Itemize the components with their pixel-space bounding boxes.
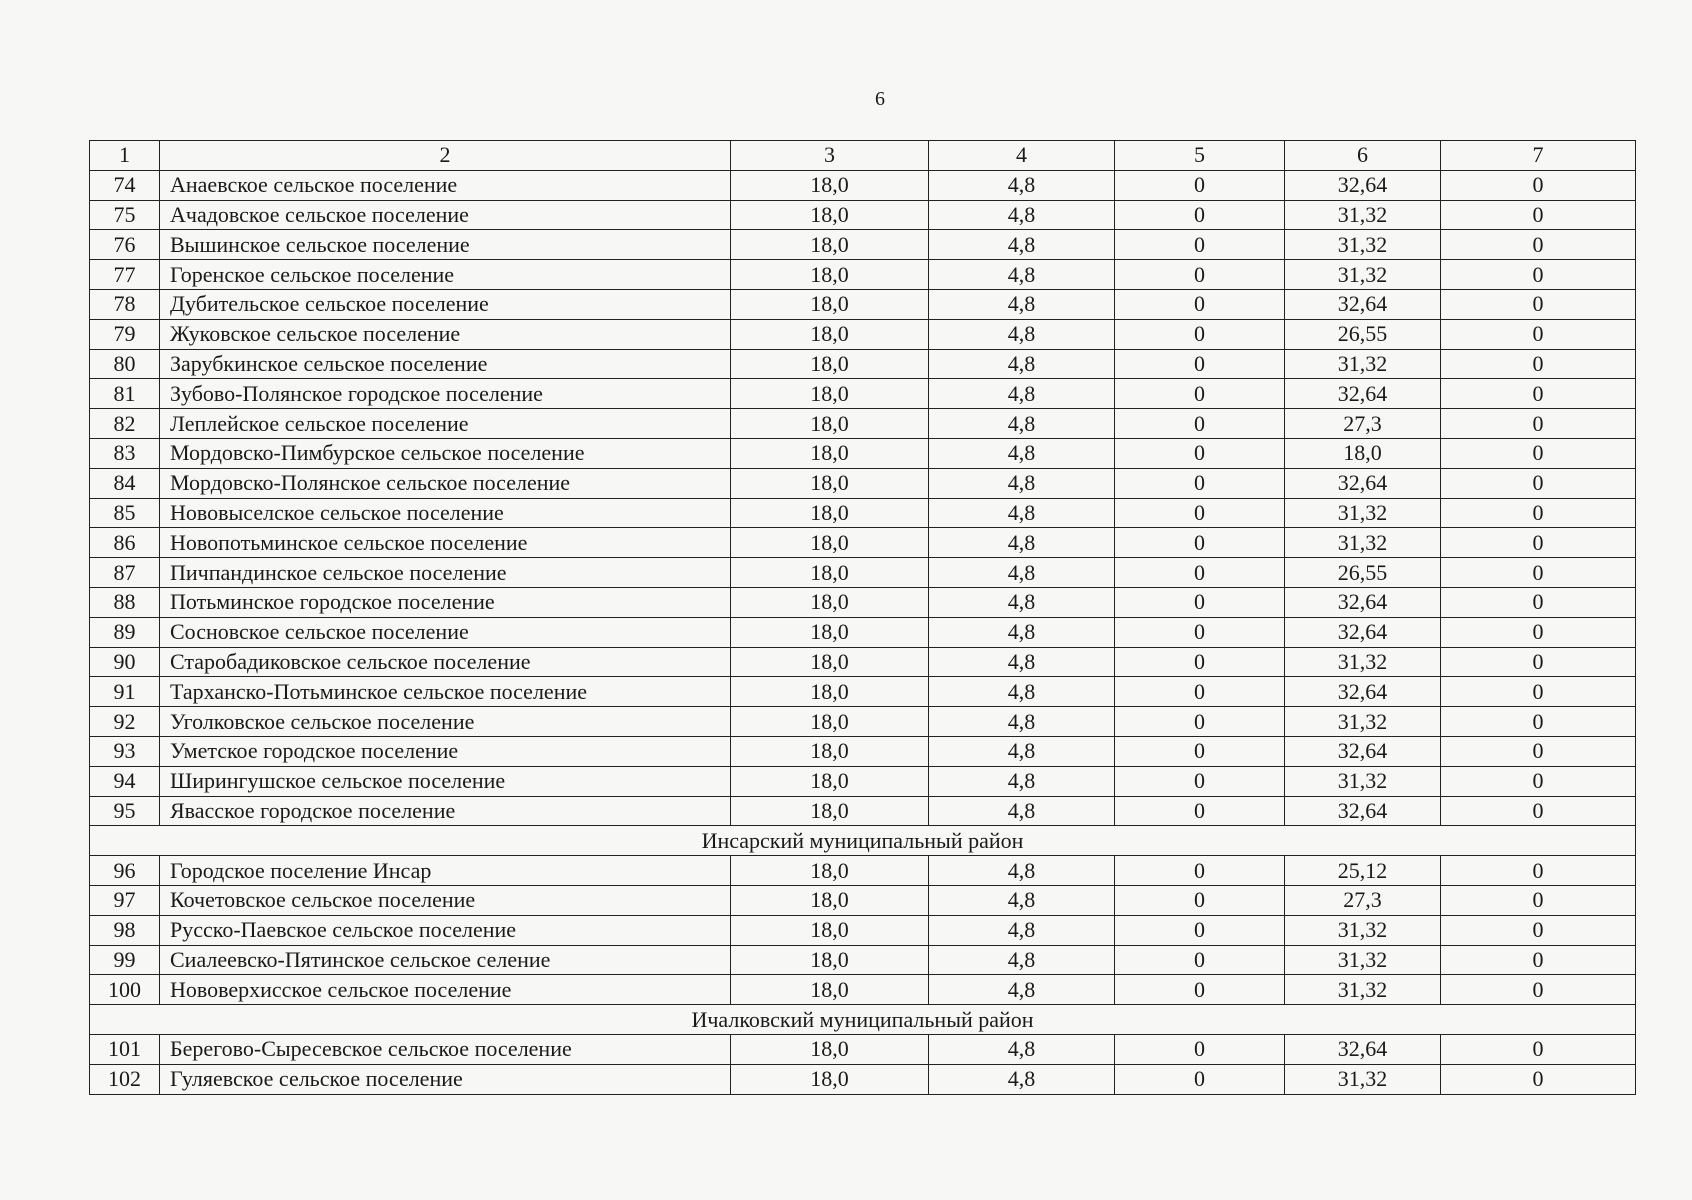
col5-value-cell: 0 [1115, 289, 1285, 319]
section-header-row [90, 826, 1636, 856]
table-row [90, 558, 1636, 588]
col7-value-cell: 0 [1441, 736, 1636, 766]
col3-value-cell: 18,0 [731, 349, 929, 379]
table-row [90, 587, 1636, 617]
col4-value-cell: 4,8 [929, 468, 1115, 498]
header-cell: 4 [929, 141, 1115, 171]
table-row [90, 766, 1636, 796]
row-number-cell: 90 [90, 647, 160, 677]
row-number-cell: 94 [90, 766, 160, 796]
settlement-name-cell: Сосновское сельское поселение [160, 617, 731, 647]
col4-value-cell: 4,8 [929, 856, 1115, 886]
table-row [90, 1034, 1636, 1064]
col5-value-cell: 0 [1115, 677, 1285, 707]
col6-value-cell: 31,32 [1285, 915, 1441, 945]
row-number-cell: 96 [90, 856, 160, 886]
table-row [90, 170, 1636, 200]
row-number-cell: 95 [90, 796, 160, 826]
col7-value-cell: 0 [1441, 796, 1636, 826]
settlement-name-cell: Уметское городское поселение [160, 736, 731, 766]
col4-value-cell: 4,8 [929, 289, 1115, 319]
col5-value-cell: 0 [1115, 1034, 1285, 1064]
row-number-cell: 77 [90, 260, 160, 290]
col6-value-cell: 31,32 [1285, 498, 1441, 528]
col4-value-cell: 4,8 [929, 200, 1115, 230]
table-row [90, 1064, 1636, 1094]
col3-value-cell: 18,0 [731, 319, 929, 349]
col6-value-cell: 26,55 [1285, 319, 1441, 349]
row-number-cell: 78 [90, 289, 160, 319]
col6-value-cell: 31,32 [1285, 945, 1441, 975]
section-title: Ичалковский муниципальный район [90, 1005, 1636, 1035]
settlement-name-cell: Потьминское городское поселение [160, 587, 731, 617]
col3-value-cell: 18,0 [731, 766, 929, 796]
table-row [90, 230, 1636, 260]
table-row [90, 200, 1636, 230]
table-row [90, 677, 1636, 707]
settlement-name-cell: Русско-Паевское сельское поселение [160, 915, 731, 945]
col6-value-cell: 31,32 [1285, 260, 1441, 290]
col3-value-cell: 18,0 [731, 498, 929, 528]
col5-value-cell: 0 [1115, 409, 1285, 439]
settlement-name-cell: Вышинское сельское поселение [160, 230, 731, 260]
col4-value-cell: 4,8 [929, 409, 1115, 439]
col4-value-cell: 4,8 [929, 1034, 1115, 1064]
row-number-cell: 93 [90, 736, 160, 766]
settlement-name-cell: Ширингушское сельское поселение [160, 766, 731, 796]
col5-value-cell: 0 [1115, 558, 1285, 588]
col4-value-cell: 4,8 [929, 498, 1115, 528]
col7-value-cell: 0 [1441, 975, 1636, 1005]
col5-value-cell: 0 [1115, 1064, 1285, 1094]
col4-value-cell: 4,8 [929, 260, 1115, 290]
settlement-name-cell: Тарханско-Потьминское сельское поселение [160, 677, 731, 707]
table-row [90, 319, 1636, 349]
col7-value-cell: 0 [1441, 587, 1636, 617]
col4-value-cell: 4,8 [929, 975, 1115, 1005]
col6-value-cell: 25,12 [1285, 856, 1441, 886]
header-row [90, 141, 1636, 171]
settlement-name-cell: Дубительское сельское поселение [160, 289, 731, 319]
col5-value-cell: 0 [1115, 260, 1285, 290]
col6-value-cell: 31,32 [1285, 975, 1441, 1005]
row-number-cell: 82 [90, 409, 160, 439]
col5-value-cell: 0 [1115, 379, 1285, 409]
row-number-cell: 86 [90, 528, 160, 558]
col4-value-cell: 4,8 [929, 379, 1115, 409]
col5-value-cell: 0 [1115, 528, 1285, 558]
table-row [90, 468, 1636, 498]
row-number-cell: 87 [90, 558, 160, 588]
col3-value-cell: 18,0 [731, 617, 929, 647]
row-number-cell: 81 [90, 379, 160, 409]
row-number-cell: 88 [90, 587, 160, 617]
settlement-name-cell: Уголковское сельское поселение [160, 707, 731, 737]
col3-value-cell: 18,0 [731, 1064, 929, 1094]
table-row [90, 707, 1636, 737]
row-number-cell: 79 [90, 319, 160, 349]
row-number-cell: 91 [90, 677, 160, 707]
col5-value-cell: 0 [1115, 736, 1285, 766]
row-number-cell: 99 [90, 945, 160, 975]
col6-value-cell: 31,32 [1285, 200, 1441, 230]
row-number-cell: 89 [90, 617, 160, 647]
col4-value-cell: 4,8 [929, 170, 1115, 200]
col5-value-cell: 0 [1115, 856, 1285, 886]
table-row [90, 260, 1636, 290]
header-cell: 2 [160, 141, 731, 171]
table-body [90, 141, 1636, 1095]
col3-value-cell: 18,0 [731, 945, 929, 975]
settlement-name-cell: Гуляевское сельское поселение [160, 1064, 731, 1094]
row-number-cell: 80 [90, 349, 160, 379]
settlement-name-cell: Мордовско-Пимбурское сельское поселение [160, 438, 731, 468]
section-header-row [90, 1005, 1636, 1035]
page-number: 6 [875, 88, 885, 110]
col6-value-cell: 31,32 [1285, 1064, 1441, 1094]
settlement-name-cell: Городское поселение Инсар [160, 856, 731, 886]
col5-value-cell: 0 [1115, 975, 1285, 1005]
col6-value-cell: 31,32 [1285, 766, 1441, 796]
header-cell: 3 [731, 141, 929, 171]
col7-value-cell: 0 [1441, 558, 1636, 588]
col3-value-cell: 18,0 [731, 736, 929, 766]
col5-value-cell: 0 [1115, 915, 1285, 945]
table-row [90, 856, 1636, 886]
col5-value-cell: 0 [1115, 945, 1285, 975]
col7-value-cell: 0 [1441, 498, 1636, 528]
col6-value-cell: 26,55 [1285, 558, 1441, 588]
header-cell: 7 [1441, 141, 1636, 171]
row-number-cell: 85 [90, 498, 160, 528]
col7-value-cell: 0 [1441, 856, 1636, 886]
col4-value-cell: 4,8 [929, 736, 1115, 766]
settlement-name-cell: Берегово-Сыресевское сельское поселение [160, 1034, 731, 1064]
col6-value-cell: 27,3 [1285, 409, 1441, 439]
row-number-cell: 75 [90, 200, 160, 230]
settlement-name-cell: Ачадовское сельское поселение [160, 200, 731, 230]
col6-value-cell: 32,64 [1285, 796, 1441, 826]
col5-value-cell: 0 [1115, 766, 1285, 796]
row-number-cell: 76 [90, 230, 160, 260]
col3-value-cell: 18,0 [731, 289, 929, 319]
col5-value-cell: 0 [1115, 498, 1285, 528]
col7-value-cell: 0 [1441, 528, 1636, 558]
col7-value-cell: 0 [1441, 319, 1636, 349]
col3-value-cell: 18,0 [731, 975, 929, 1005]
settlement-name-cell: Явасское городское поселение [160, 796, 731, 826]
col7-value-cell: 0 [1441, 200, 1636, 230]
row-number-cell: 98 [90, 915, 160, 945]
col3-value-cell: 18,0 [731, 438, 929, 468]
table-row [90, 289, 1636, 319]
col4-value-cell: 4,8 [929, 677, 1115, 707]
col7-value-cell: 0 [1441, 945, 1636, 975]
col7-value-cell: 0 [1441, 170, 1636, 200]
col4-value-cell: 4,8 [929, 230, 1115, 260]
table-row [90, 528, 1636, 558]
table-row [90, 915, 1636, 945]
settlement-name-cell: Зарубкинское сельское поселение [160, 349, 731, 379]
row-number-cell: 84 [90, 468, 160, 498]
col7-value-cell: 0 [1441, 617, 1636, 647]
col5-value-cell: 0 [1115, 438, 1285, 468]
col7-value-cell: 0 [1441, 409, 1636, 439]
col6-value-cell: 18,0 [1285, 438, 1441, 468]
col4-value-cell: 4,8 [929, 319, 1115, 349]
col5-value-cell: 0 [1115, 200, 1285, 230]
col4-value-cell: 4,8 [929, 945, 1115, 975]
col4-value-cell: 4,8 [929, 796, 1115, 826]
table-row [90, 736, 1636, 766]
col6-value-cell: 31,32 [1285, 349, 1441, 379]
col4-value-cell: 4,8 [929, 707, 1115, 737]
col7-value-cell: 0 [1441, 647, 1636, 677]
table-row [90, 379, 1636, 409]
header-cell: 5 [1115, 141, 1285, 171]
col4-value-cell: 4,8 [929, 915, 1115, 945]
table-row [90, 438, 1636, 468]
row-number-cell: 102 [90, 1064, 160, 1094]
row-number-cell: 100 [90, 975, 160, 1005]
col3-value-cell: 18,0 [731, 260, 929, 290]
settlement-name-cell: Анаевское сельское поселение [160, 170, 731, 200]
row-number-cell: 83 [90, 438, 160, 468]
data-table [89, 140, 1636, 1095]
col3-value-cell: 18,0 [731, 856, 929, 886]
table-row [90, 647, 1636, 677]
table-row [90, 975, 1636, 1005]
table-row [90, 945, 1636, 975]
col5-value-cell: 0 [1115, 885, 1285, 915]
col7-value-cell: 0 [1441, 379, 1636, 409]
col4-value-cell: 4,8 [929, 885, 1115, 915]
col5-value-cell: 0 [1115, 617, 1285, 647]
col5-value-cell: 0 [1115, 170, 1285, 200]
settlement-name-cell: Мордовско-Полянское сельское поселение [160, 468, 731, 498]
col5-value-cell: 0 [1115, 319, 1285, 349]
col6-value-cell: 31,32 [1285, 647, 1441, 677]
row-number-cell: 92 [90, 707, 160, 737]
col3-value-cell: 18,0 [731, 587, 929, 617]
settlement-name-cell: Нововерхисское сельское поселение [160, 975, 731, 1005]
col7-value-cell: 0 [1441, 260, 1636, 290]
col7-value-cell: 0 [1441, 289, 1636, 319]
col3-value-cell: 18,0 [731, 230, 929, 260]
row-number-cell: 74 [90, 170, 160, 200]
col3-value-cell: 18,0 [731, 677, 929, 707]
col6-value-cell: 32,64 [1285, 617, 1441, 647]
col6-value-cell: 27,3 [1285, 885, 1441, 915]
col3-value-cell: 18,0 [731, 409, 929, 439]
col3-value-cell: 18,0 [731, 885, 929, 915]
table-row [90, 409, 1636, 439]
col7-value-cell: 0 [1441, 230, 1636, 260]
col7-value-cell: 0 [1441, 915, 1636, 945]
col3-value-cell: 18,0 [731, 528, 929, 558]
col4-value-cell: 4,8 [929, 558, 1115, 588]
col7-value-cell: 0 [1441, 677, 1636, 707]
col6-value-cell: 31,32 [1285, 707, 1441, 737]
col6-value-cell: 32,64 [1285, 677, 1441, 707]
col6-value-cell: 32,64 [1285, 468, 1441, 498]
col3-value-cell: 18,0 [731, 707, 929, 737]
section-title: Инсарский муниципальный район [90, 826, 1636, 856]
col6-value-cell: 32,64 [1285, 289, 1441, 319]
col5-value-cell: 0 [1115, 796, 1285, 826]
col7-value-cell: 0 [1441, 766, 1636, 796]
table-row [90, 349, 1636, 379]
col7-value-cell: 0 [1441, 707, 1636, 737]
header-cell: 6 [1285, 141, 1441, 171]
col4-value-cell: 4,8 [929, 766, 1115, 796]
col3-value-cell: 18,0 [731, 558, 929, 588]
col7-value-cell: 0 [1441, 349, 1636, 379]
col7-value-cell: 0 [1441, 1064, 1636, 1094]
col3-value-cell: 18,0 [731, 1034, 929, 1064]
col6-value-cell: 32,64 [1285, 587, 1441, 617]
col4-value-cell: 4,8 [929, 528, 1115, 558]
col4-value-cell: 4,8 [929, 647, 1115, 677]
settlement-name-cell: Сиалеевско-Пятинское сельское селение [160, 945, 731, 975]
col7-value-cell: 0 [1441, 438, 1636, 468]
settlement-name-cell: Пичпандинское сельское поселение [160, 558, 731, 588]
col6-value-cell: 31,32 [1285, 230, 1441, 260]
col3-value-cell: 18,0 [731, 796, 929, 826]
table-row [90, 796, 1636, 826]
settlement-name-cell: Жуковское сельское поселение [160, 319, 731, 349]
col5-value-cell: 0 [1115, 349, 1285, 379]
col3-value-cell: 18,0 [731, 379, 929, 409]
col5-value-cell: 0 [1115, 647, 1285, 677]
col4-value-cell: 4,8 [929, 587, 1115, 617]
col3-value-cell: 18,0 [731, 200, 929, 230]
col5-value-cell: 0 [1115, 587, 1285, 617]
col7-value-cell: 0 [1441, 468, 1636, 498]
table-row [90, 498, 1636, 528]
col3-value-cell: 18,0 [731, 647, 929, 677]
col5-value-cell: 0 [1115, 230, 1285, 260]
col4-value-cell: 4,8 [929, 438, 1115, 468]
settlement-name-cell: Старобадиковское сельское поселение [160, 647, 731, 677]
header-cell: 1 [90, 141, 160, 171]
col3-value-cell: 18,0 [731, 170, 929, 200]
table-row [90, 617, 1636, 647]
settlement-name-cell: Кочетовское сельское поселение [160, 885, 731, 915]
col4-value-cell: 4,8 [929, 1064, 1115, 1094]
col6-value-cell: 32,64 [1285, 736, 1441, 766]
col5-value-cell: 0 [1115, 468, 1285, 498]
col6-value-cell: 32,64 [1285, 170, 1441, 200]
settlement-name-cell: Нововыселское сельское поселение [160, 498, 731, 528]
col4-value-cell: 4,8 [929, 349, 1115, 379]
settlement-name-cell: Горенское сельское поселение [160, 260, 731, 290]
col3-value-cell: 18,0 [731, 468, 929, 498]
table-row [90, 885, 1636, 915]
col6-value-cell: 31,32 [1285, 528, 1441, 558]
col7-value-cell: 0 [1441, 885, 1636, 915]
row-number-cell: 97 [90, 885, 160, 915]
col7-value-cell: 0 [1441, 1034, 1636, 1064]
row-number-cell: 101 [90, 1034, 160, 1064]
settlement-name-cell: Леплейское сельское поселение [160, 409, 731, 439]
col3-value-cell: 18,0 [731, 915, 929, 945]
settlement-name-cell: Новопотьминское сельское поселение [160, 528, 731, 558]
col5-value-cell: 0 [1115, 707, 1285, 737]
col4-value-cell: 4,8 [929, 617, 1115, 647]
col6-value-cell: 32,64 [1285, 379, 1441, 409]
col6-value-cell: 32,64 [1285, 1034, 1441, 1064]
settlement-name-cell: Зубово-Полянское городское поселение [160, 379, 731, 409]
